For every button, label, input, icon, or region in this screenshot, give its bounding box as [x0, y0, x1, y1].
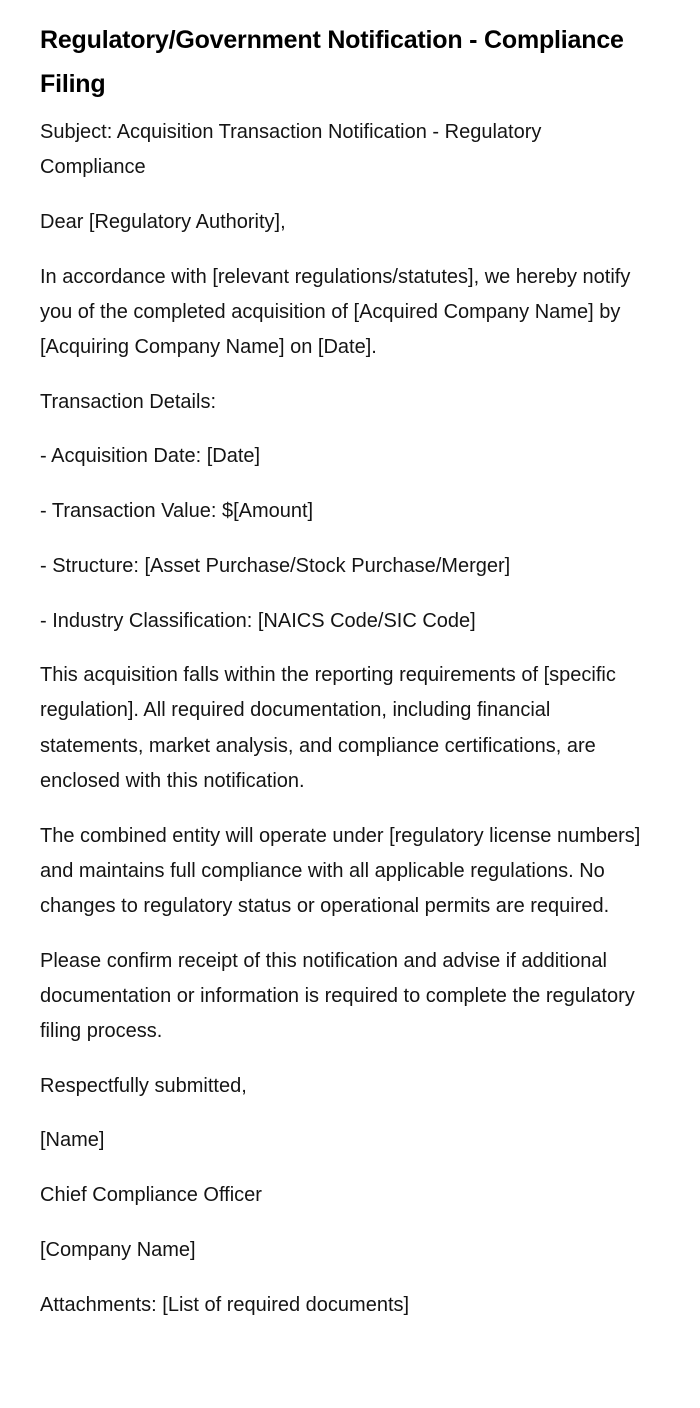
confirm-paragraph: Please confirm receipt of this notification and advise if additional documentation or information is required to complete the regulatory filing process.	[40, 949, 635, 1043]
entity-paragraph: The combined entity will operate under [regulatory license numbers] and maintains full compliance with all applicable regulations. No changes to regulatory status or operational permits are required.	[40, 824, 641, 917]
document	[40, 18, 645, 1342]
company-name: [Company Name]	[40, 1238, 196, 1261]
detail-item-acquisition-date: - Acquisition Date: [Date]	[40, 445, 261, 468]
signer-title: Chief Compliance Officer	[40, 1184, 262, 1207]
details-heading: Transaction Details:	[40, 390, 216, 413]
document-title: Regulatory/Government Notification - Compliance Filing	[40, 26, 624, 98]
intro-paragraph: In accordance with [relevant regulations/statutes], we hereby notify you of the completed acquisition of [Acquired Company Name] by [Acquiring Company Name] on [Date].	[40, 265, 631, 359]
detail-item-transaction-value: - Transaction Value: $[Amount]	[40, 500, 314, 523]
greeting: Dear [Regulatory Authority],	[40, 210, 286, 233]
requirements-paragraph: This acquisition falls within the reporting requirements of [specific regulation]. All required documentation, including financial statements, market analysis, and compliance certifications, are enclosed with this notification.	[40, 664, 616, 792]
attachments-line: Attachments: [List of required documents]	[40, 1293, 410, 1316]
signer-name: [Name]	[40, 1129, 105, 1152]
detail-item-industry-classification: - Industry Classification: [NAICS Code/SIC Code]	[40, 609, 476, 632]
detail-item-structure: - Structure: [Asset Purchase/Stock Purchase/Merger]	[40, 554, 511, 577]
closing-line: Respectfully submitted,	[40, 1074, 247, 1097]
subject-line: Subject: Acquisition Transaction Notification - Regulatory Compliance	[40, 121, 542, 179]
